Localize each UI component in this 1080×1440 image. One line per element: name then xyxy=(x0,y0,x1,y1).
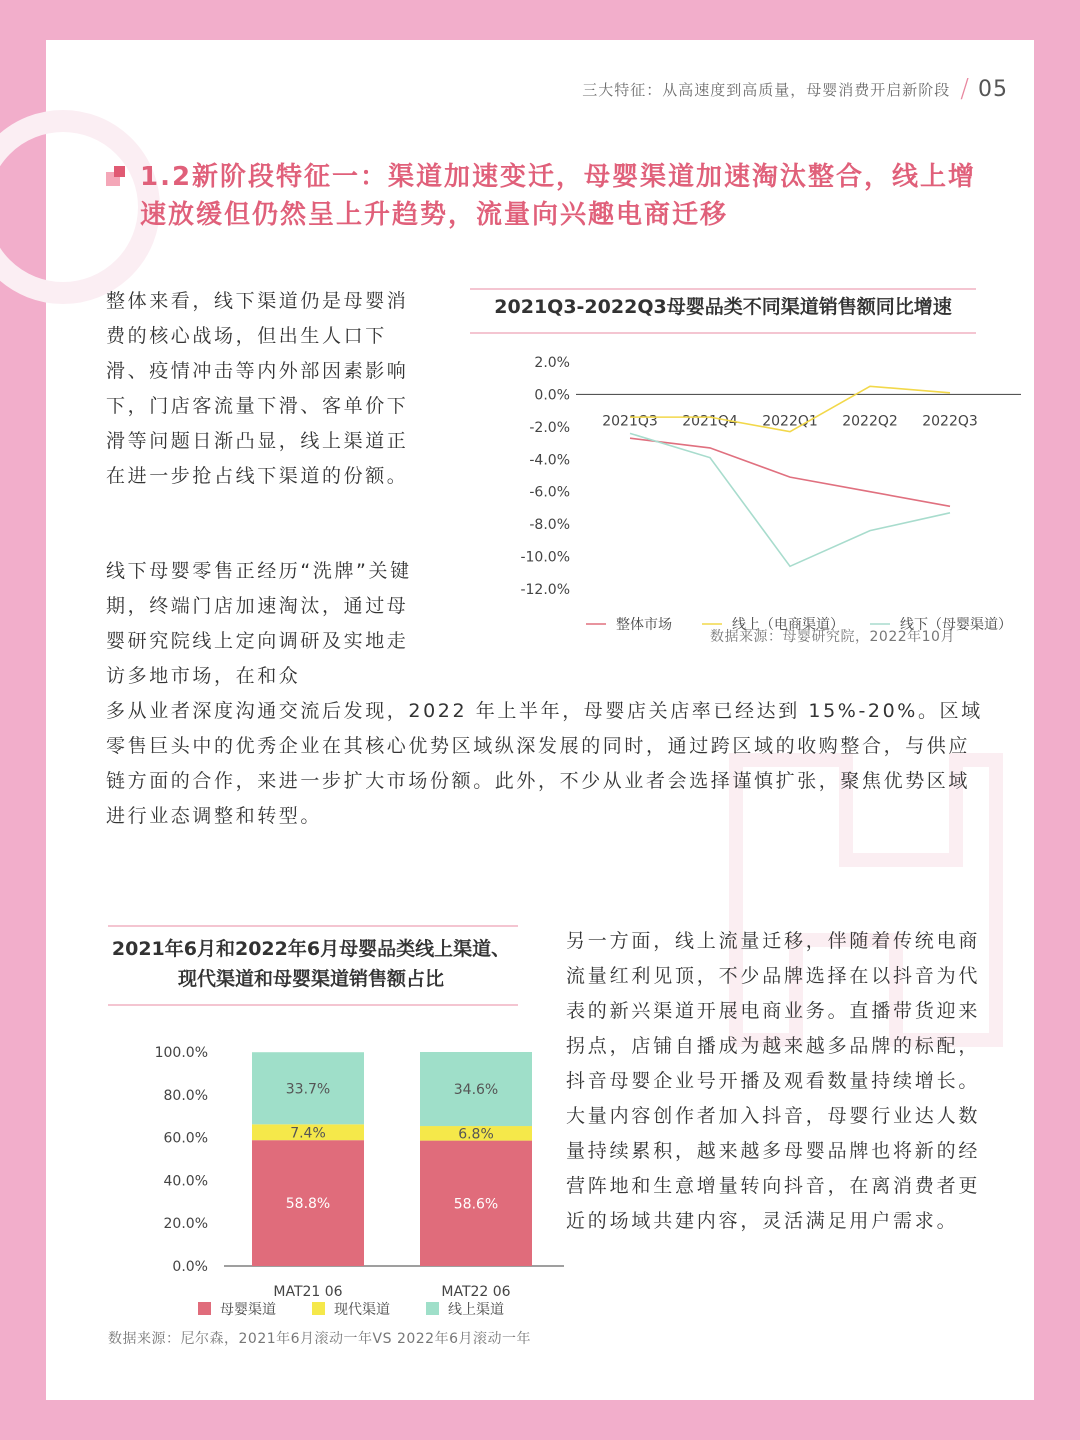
bar-data-label: 33.7% xyxy=(285,1081,331,1098)
slash-divider-icon: / xyxy=(960,74,970,104)
chart2-top-rule xyxy=(108,925,518,927)
stacked-bar-chart xyxy=(96,1036,526,1326)
running-title: 三大特征：从高速度到高质量，母婴消费开启新阶段 xyxy=(582,80,951,99)
legend-swatch xyxy=(426,1302,439,1315)
legend-label: 线上渠道 xyxy=(448,1302,504,1318)
legend-label: 现代渠道 xyxy=(334,1302,390,1318)
legend-label: 整体市场 xyxy=(616,617,672,633)
y-tick-label: 20.0% xyxy=(163,1216,208,1233)
y-tick-label: 2.0% xyxy=(534,355,570,371)
legend-label: 线上（电商渠道） xyxy=(732,617,844,633)
paragraph-offline-start: 线下母婴零售正经历“洗牌”关键期，终端门店加速淘汰，通过母婴研究院线上定向调研及实地走访多地市场，在和众 xyxy=(106,560,412,687)
line-chart xyxy=(466,346,1012,642)
chart2-title xyxy=(106,934,516,994)
bar-data-label: 58.8% xyxy=(285,1196,331,1213)
series-line xyxy=(630,433,950,566)
chart1-title: 2021Q3-2022Q3母婴品类不同渠道销售额同比增速 xyxy=(494,296,952,318)
y-tick-label: 60.0% xyxy=(163,1130,208,1147)
legend-swatch xyxy=(312,1302,325,1315)
chart2-source: 数据来源：尼尔森，2021年6月滚动一年VS 2022年6月滚动一年 xyxy=(108,1331,531,1347)
page-number: 05 xyxy=(978,76,1008,102)
paragraph-offline-cont: 多从业者深度沟通交流后发现，2022 年上半年，母婴店关店率已经达到 15%-20%。区域零售巨头中的优秀企业在其核心优势区域纵深发展的同时，通过跨区域的收购整合，与供应链方面的合作，来进一步扩大市场份额。此外，不少从业者会选择谨慎扩张，聚焦优势区域进行业态调整和转型。 xyxy=(106,700,983,827)
y-tick-label: 40.0% xyxy=(163,1173,208,1190)
bar-data-label: 6.8% xyxy=(458,1126,494,1143)
y-tick-label: 0.0% xyxy=(534,387,570,404)
y-tick-label: 100.0% xyxy=(154,1045,208,1061)
y-tick-label: -4.0% xyxy=(529,452,570,469)
x-tick-label: 2021Q4 xyxy=(682,413,738,430)
x-tick-label: 2022Q1 xyxy=(762,413,818,430)
y-tick-label: -8.0% xyxy=(529,517,570,534)
paragraph-overall: 整体来看，线下渠道仍是母婴消费的核心战场，但出生人口下滑、疫情冲击等内外部因素影响下，门店客流量下滑、客单价下滑等问题日渐凸显，线上渠道正在进一步抢占线下渠道的份额。 xyxy=(106,290,409,487)
bar-data-label: 58.6% xyxy=(453,1196,499,1213)
x-tick-label: 2021Q3 xyxy=(602,413,658,430)
y-tick-label: 80.0% xyxy=(163,1087,208,1104)
chart2-title-rule xyxy=(108,1004,518,1006)
y-tick-label: -10.0% xyxy=(520,549,570,566)
chart2-title-line2: 现代渠道和母婴渠道销售额占比 xyxy=(177,968,444,990)
decorative-ring xyxy=(0,110,160,304)
bar-data-label: 34.6% xyxy=(453,1082,499,1099)
y-tick-label: -6.0% xyxy=(529,484,570,501)
section-title: 1.2新阶段特征一：渠道加速变迁，母婴渠道加速淘汰整合，线上增速放缓但仍然呈上升趋势，流量向兴趣电商迁移 xyxy=(140,162,977,230)
y-tick-label: -2.0% xyxy=(529,419,570,436)
legend-label: 母婴渠道 xyxy=(220,1302,276,1318)
chart1-source: 数据来源：母婴研究院，2022年10月 xyxy=(710,629,955,645)
paragraph-online: 另一方面，线上流量迁移，伴随着传统电商流量红利见顶，不少品牌选择在以抖音为代表的新兴渠道开展电商业务。直播带货迎来拐点，店铺自播成为越来越多品牌的标配，抖音母婴企业号开播及观看数量持续增长。大量内容创作者加入抖音，母婴行业达人数量持续累积，越来越多母婴品牌也将新的经营阵地和生意增量转向抖音，在离消费者更近的场域共建内容，灵活满足用户需求。 xyxy=(566,930,981,1232)
x-tick-label: 2022Q2 xyxy=(842,413,898,430)
x-tick-label: MAT21 06 xyxy=(273,1284,343,1300)
y-tick-label: -12.0% xyxy=(520,582,570,598)
chart1-title-rule xyxy=(470,332,976,334)
section-marker-icon xyxy=(106,166,128,188)
running-header xyxy=(582,74,1008,104)
legend-swatch xyxy=(198,1302,211,1315)
report-page xyxy=(46,40,1034,1400)
chart2-title-line1: 2021年6月和2022年6月母婴品类线上渠道、 xyxy=(111,938,511,960)
legend-label: 线下（母婴渠道） xyxy=(900,617,1012,633)
x-tick-label: MAT22 06 xyxy=(441,1284,511,1300)
x-tick-label: 2022Q3 xyxy=(922,413,978,430)
bar-data-label: 7.4% xyxy=(290,1125,326,1142)
chart1-top-rule xyxy=(470,288,976,290)
y-tick-label: 0.0% xyxy=(172,1259,208,1275)
